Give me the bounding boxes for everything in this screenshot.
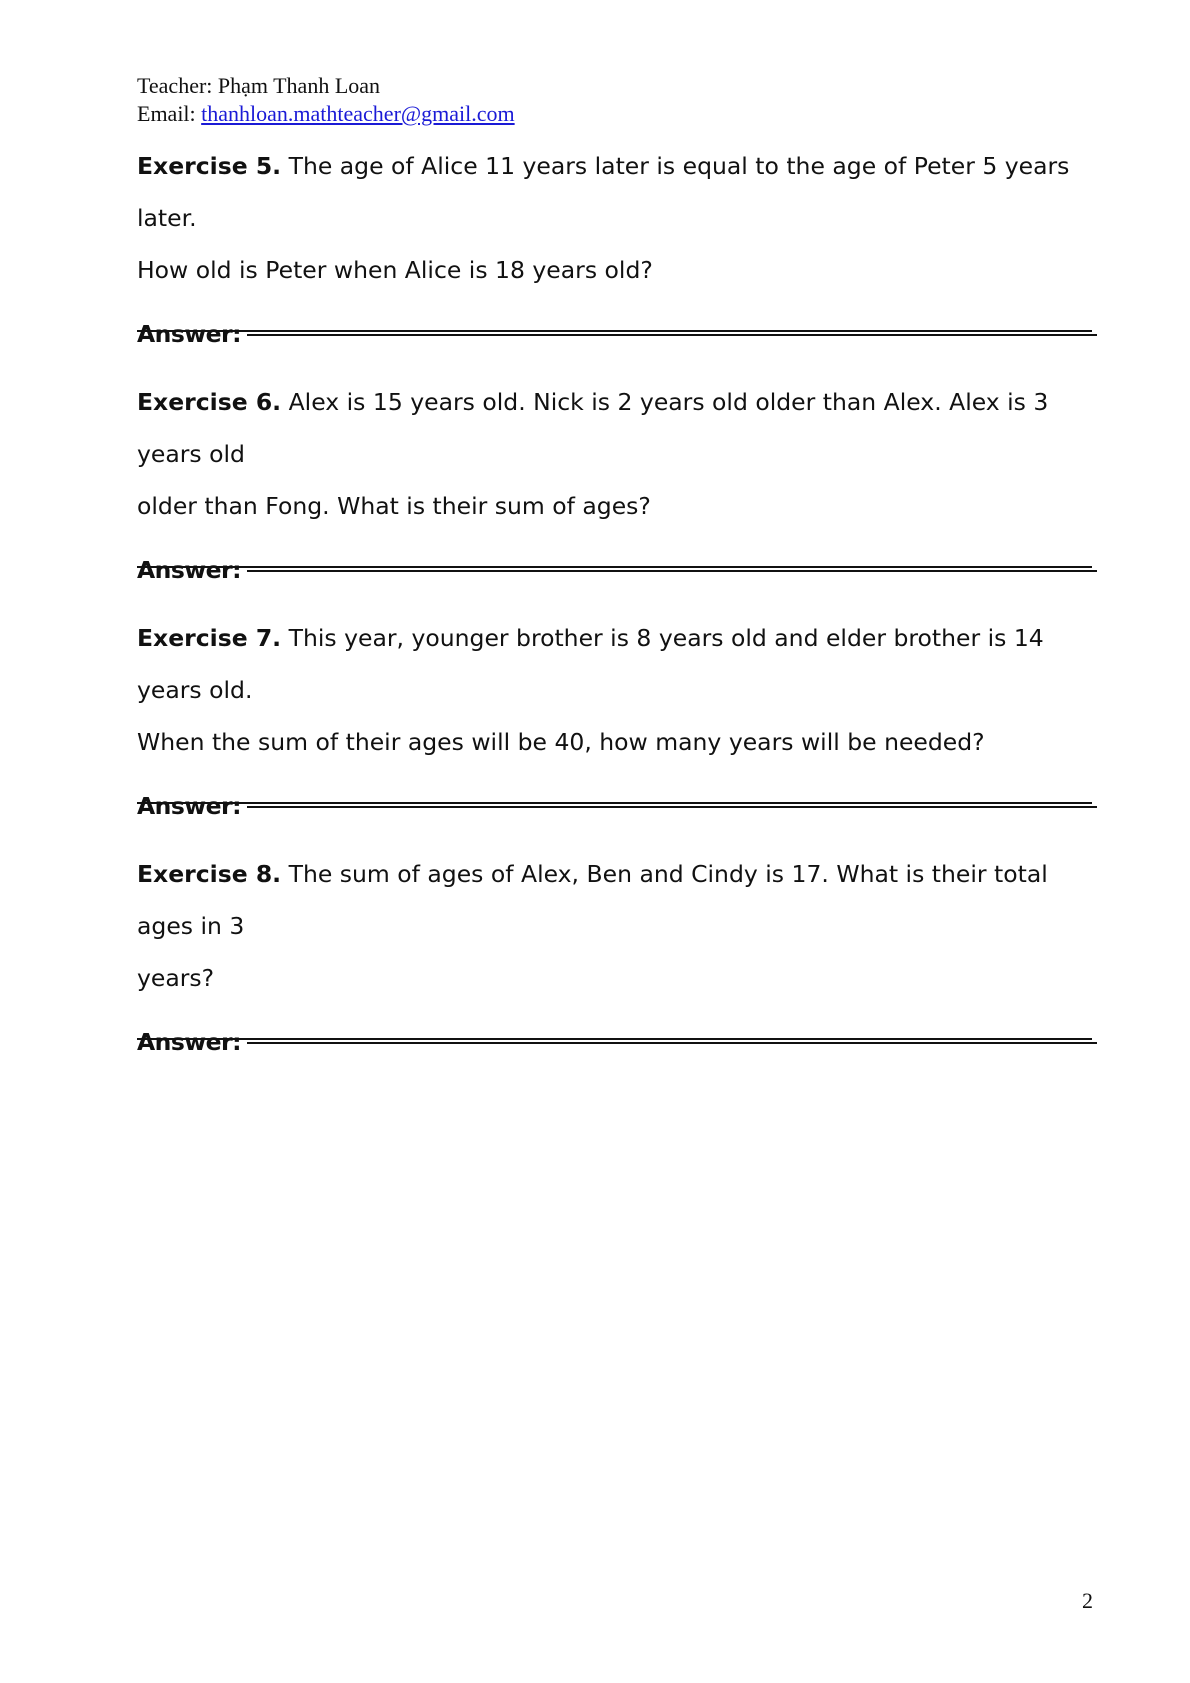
answer-blank-line[interactable] (247, 1042, 1097, 1044)
exercise-label: Exercise 5. (137, 152, 282, 180)
exercise-label: Exercise 6. (137, 388, 282, 416)
exercise-8 (137, 848, 1097, 1056)
page-header (137, 72, 515, 128)
exercise-text: Alex is 15 years old. Nick is 2 years old older than Alex. Alex is 3 years old (137, 388, 1049, 468)
email-line (137, 100, 515, 128)
answer-blank-line[interactable] (247, 334, 1097, 336)
exercise-question-line-1 (137, 376, 1097, 480)
exercise-6 (137, 376, 1097, 584)
answer-blank-line-2[interactable] (137, 566, 1092, 568)
answer-row (137, 768, 1097, 820)
answer-blank-line-2[interactable] (137, 1038, 1092, 1040)
exercise-text: The age of Alice 11 years later is equal to the age of Peter 5 years later. (137, 152, 1070, 232)
exercise-7 (137, 612, 1097, 820)
exercise-text: This year, younger brother is 8 years old and elder brother is 14 years old. (137, 624, 1044, 704)
exercise-question-line-2: years? (137, 964, 215, 992)
page-number: 2 (1082, 1588, 1093, 1613)
exercise-question-line-2: When the sum of their ages will be 40, how many years will be needed? (137, 728, 985, 756)
answer-blank-line-2[interactable] (137, 802, 1092, 804)
answer-blank-line[interactable] (247, 570, 1097, 572)
answer-label: Answer: (137, 1028, 242, 1056)
email-label: Email: (137, 101, 202, 126)
exercise-question-line-2: older than Fong. What is their sum of ages? (137, 492, 651, 520)
exercise-question-line-1 (137, 140, 1097, 244)
answer-label: Answer: (137, 792, 242, 820)
answer-label: Answer: (137, 556, 242, 584)
exercise-question-line-1 (137, 848, 1097, 952)
answer-label: Answer: (137, 320, 242, 348)
exercise-label: Exercise 7. (137, 624, 282, 652)
answer-row (137, 296, 1097, 348)
email-link[interactable]: thanhloan.mathteacher@gmail.com (201, 101, 515, 126)
answer-blank-line-2[interactable] (137, 330, 1092, 332)
answer-blank-line[interactable] (247, 806, 1097, 808)
exercise-text: The sum of ages of Alex, Ben and Cindy is 17. What is their total ages in 3 (137, 860, 1048, 940)
answer-row (137, 1004, 1097, 1056)
exercise-5 (137, 140, 1097, 348)
exercise-label: Exercise 8. (137, 860, 282, 888)
exercise-question-line-2: How old is Peter when Alice is 18 years old? (137, 256, 653, 284)
exercise-question-line-1 (137, 612, 1097, 716)
teacher-line: Teacher: Phạm Thanh Loan (137, 73, 381, 98)
answer-row (137, 532, 1097, 584)
